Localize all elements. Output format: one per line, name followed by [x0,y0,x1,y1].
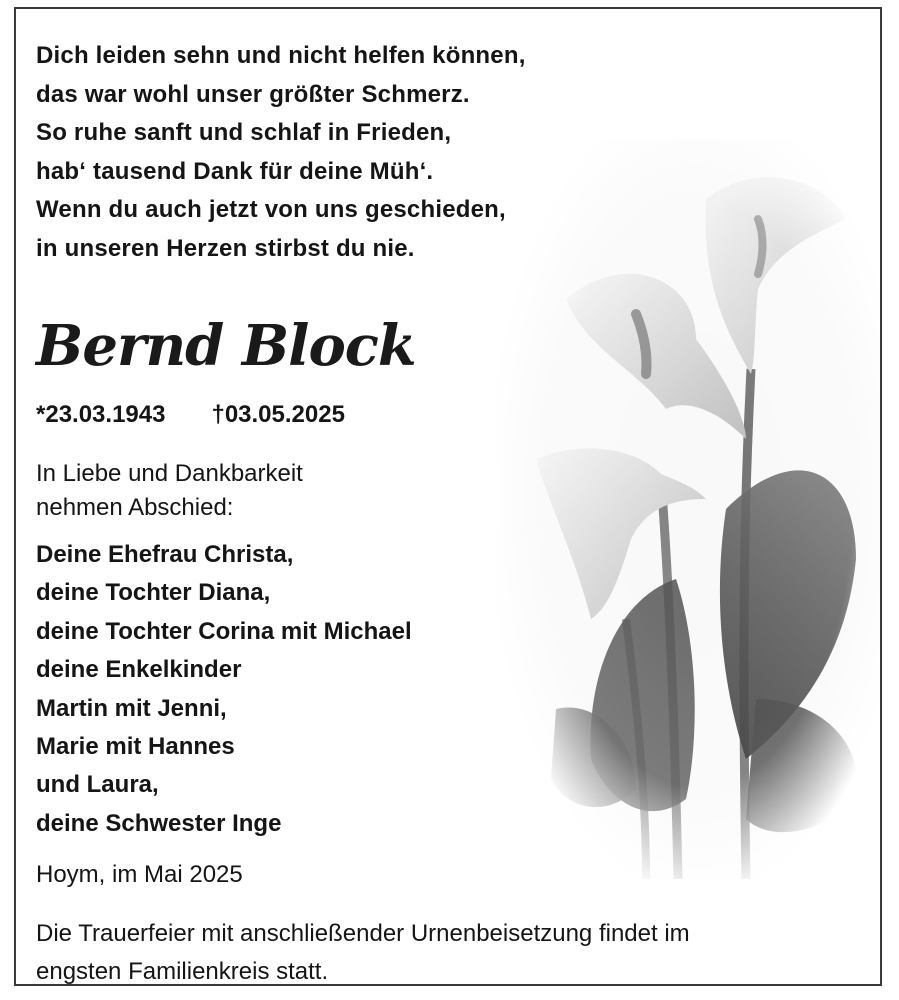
obituary-frame [14,7,882,986]
place-date: Hoym, im Mai 2025 [36,861,243,888]
intro-line: nehmen Abschied: [36,494,234,521]
mourner-line: deine Tochter Corina mit Michael [36,617,412,645]
mourner-line: deine Schwester Inge [36,809,282,837]
life-dates [36,401,345,429]
poem-line: Dich leiden sehn und nicht helfen können, [36,42,526,69]
poem-line: Wenn du auch jetzt von uns geschieden, [36,196,506,223]
poem [36,37,876,268]
mourner-line: deine Enkelkinder [36,656,242,684]
poem-line: in unseren Herzen stirbst du nie. [36,234,415,262]
funeral-notice [36,915,876,986]
poem-line: So ruhe sanft und schlaf in Frieden, [36,119,452,146]
mourner-line: Deine Ehefrau Christa, [36,541,294,568]
mourner-line: deine Tochter Diana, [36,579,271,607]
birth-date: *23.03.1943 [36,401,166,428]
deceased-name: Bernd Block [36,313,416,379]
poem-line: hab‘ tausend Dank für deine Müh‘. [36,157,434,185]
mourner-line: Marie mit Hannes [36,733,235,761]
farewell-intro [36,457,303,525]
notice-line: Die Trauerfeier mit anschließender Urnenbeisetzung findet im [36,920,690,947]
poem-line: das war wohl unser größter Schmerz. [36,80,470,108]
death-date: †03.05.2025 [211,401,345,428]
mourner-line: Martin mit Jenni, [36,694,227,722]
mourner-line: und Laura, [36,771,159,799]
intro-line: In Liebe und Dankbarkeit [36,460,303,487]
notice-line: engsten Familienkreis statt. [36,958,329,985]
mourners-list [36,536,412,843]
